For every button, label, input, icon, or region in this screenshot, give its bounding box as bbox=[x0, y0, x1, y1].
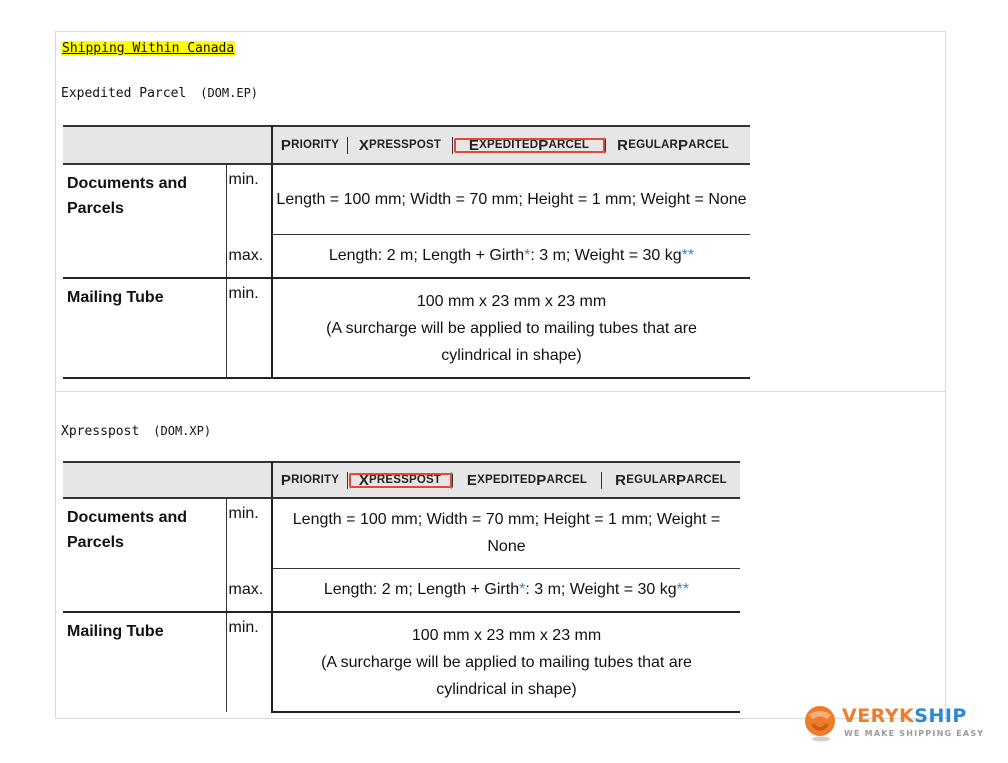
veryk-ship-logo bbox=[800, 703, 1000, 743]
header-services-cell bbox=[272, 126, 750, 164]
content-frame bbox=[55, 31, 946, 719]
tab-priority: P RIORITY bbox=[273, 137, 348, 154]
category-documents-parcels: Documents and Parcels bbox=[63, 164, 226, 278]
service-code: (DOM.XP) bbox=[153, 424, 212, 438]
tab-xpresspost-selected: X PRESSPOST bbox=[348, 472, 453, 489]
tab-xpresspost: X PRESSPOST bbox=[348, 137, 453, 154]
max-label: max. bbox=[226, 568, 272, 612]
header-blank-cell bbox=[63, 462, 272, 498]
tube-size: 100 mm x 23 mm x 23 mm bbox=[416, 292, 607, 310]
docs-min-row bbox=[63, 498, 740, 568]
tube-min-value bbox=[272, 278, 750, 378]
category-mailing-tube: Mailing Tube bbox=[63, 612, 226, 712]
category-documents-parcels: Documents and Parcels bbox=[63, 498, 226, 612]
service-name: Xpresspost bbox=[61, 424, 140, 439]
docs-min-value: Length = 100 mm; Width = 70 mm; Height = 1 mm; Weight = None bbox=[292, 511, 721, 556]
section-heading: Shipping Within Canada bbox=[62, 41, 235, 56]
logo-wordmark: VERYKSHIP bbox=[842, 705, 967, 727]
docs-min-value: Length = 100 mm; Width = 70 mm; Height = 1 mm; Weight = None bbox=[276, 190, 747, 208]
tube-row bbox=[63, 612, 740, 712]
spec-table-xpresspost bbox=[63, 461, 740, 713]
service-title-xpresspost bbox=[61, 424, 211, 439]
tab-expedited-parcel-selected: E XPEDITED P ARCEL bbox=[453, 137, 606, 154]
docs-min-row bbox=[63, 164, 750, 234]
tube-note: (A surcharge will be applied to mailing tubes that are cylindrical in shape) bbox=[321, 653, 692, 698]
logo-tagline: WE MAKE SHIPPING EASY bbox=[844, 729, 985, 738]
min-label: min. bbox=[226, 498, 272, 568]
spec-table-expedited bbox=[63, 125, 750, 379]
tube-min-value bbox=[272, 612, 740, 712]
tab-expedited-parcel: E XPEDITED P ARCEL bbox=[453, 472, 602, 489]
docs-max-value: Length: 2 m; Length + Girth*: 3 m; Weight = 30 kg** bbox=[272, 568, 740, 612]
tube-min-label: min. bbox=[226, 612, 272, 712]
tube-note: (A surcharge will be applied to mailing tubes that are cylindrical in shape) bbox=[326, 319, 697, 364]
service-name: Expedited Parcel bbox=[61, 86, 187, 101]
service-tabs bbox=[273, 472, 740, 489]
service-tabs bbox=[273, 137, 750, 154]
header-blank-cell bbox=[63, 126, 272, 164]
service-title-expedited bbox=[61, 86, 258, 101]
max-label: max. bbox=[226, 234, 272, 278]
tab-priority: P RIORITY bbox=[273, 472, 348, 489]
tube-size: 100 mm x 23 mm x 23 mm bbox=[411, 626, 602, 644]
tab-regular-parcel: R EGULAR P ARCEL bbox=[617, 136, 729, 154]
min-label: min. bbox=[226, 164, 272, 234]
section-divider bbox=[56, 391, 945, 392]
category-mailing-tube: Mailing Tube bbox=[63, 278, 226, 378]
tube-row bbox=[63, 278, 750, 378]
table-header-row bbox=[63, 462, 740, 498]
docs-max-value: Length: 2 m; Length + Girth*: 3 m; Weight = 30 kg** bbox=[272, 234, 750, 278]
tab-regular-parcel: R EGULAR P ARCEL bbox=[615, 471, 727, 489]
logo-mark-icon bbox=[800, 703, 840, 743]
tube-min-label: min. bbox=[226, 278, 272, 378]
header-services-cell bbox=[272, 462, 740, 498]
table-header-row bbox=[63, 126, 750, 164]
service-code: (DOM.EP) bbox=[200, 86, 259, 100]
